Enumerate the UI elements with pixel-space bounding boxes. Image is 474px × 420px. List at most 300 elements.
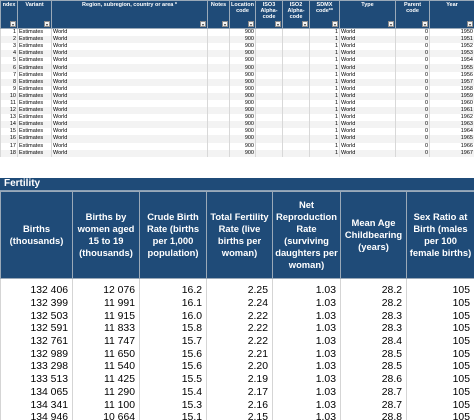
cell-notes[interactable] — [208, 43, 230, 50]
cell-iso3[interactable] — [256, 128, 283, 135]
cell-index[interactable]: 4 — [1, 50, 18, 57]
cell-mean-age-childbearing[interactable]: 28.7 — [341, 387, 407, 400]
cell-mean-age-childbearing[interactable]: 28.5 — [341, 361, 407, 374]
cell-type[interactable]: World — [340, 128, 396, 135]
cell-births-15-19[interactable]: 10 664 — [73, 412, 140, 420]
table-row[interactable] — [1, 310, 474, 323]
cell-sdmx[interactable]: 1 — [310, 121, 340, 128]
table-row[interactable] — [1, 323, 474, 336]
cell-crude-birth-rate[interactable]: 16.1 — [140, 298, 207, 311]
cell-location-code[interactable]: 900 — [230, 72, 256, 79]
cell-type[interactable]: World — [340, 86, 396, 93]
cell-variant[interactable]: Estimates — [18, 150, 52, 157]
cell-births[interactable]: 132 761 — [1, 336, 73, 349]
cell-net-reproduction-rate[interactable]: 1.03 — [273, 361, 341, 374]
cell-iso2[interactable] — [283, 79, 310, 86]
cell-parent-code[interactable]: 0 — [396, 143, 430, 150]
cell-sdmx[interactable]: 1 — [310, 114, 340, 121]
cell-births-15-19[interactable]: 11 833 — [73, 323, 140, 336]
cell-crude-birth-rate[interactable]: 16.0 — [140, 310, 207, 323]
table-row[interactable] — [1, 143, 474, 150]
cell-location-code[interactable]: 900 — [230, 128, 256, 135]
cell-region[interactable]: World — [52, 36, 208, 43]
cell-births-15-19[interactable]: 11 991 — [73, 298, 140, 311]
cell-notes[interactable] — [208, 86, 230, 93]
cell-type[interactable]: World — [340, 29, 396, 37]
filter-dropdown-icon[interactable] — [10, 21, 16, 27]
cell-type[interactable]: World — [340, 79, 396, 86]
cell-parent-code[interactable]: 0 — [396, 29, 430, 37]
cell-index[interactable]: 15 — [1, 128, 18, 135]
cell-parent-code[interactable]: 0 — [396, 135, 430, 142]
cell-sex-ratio[interactable]: 105 — [407, 348, 474, 361]
cell-notes[interactable] — [208, 93, 230, 100]
cell-iso2[interactable] — [283, 128, 310, 135]
cell-births[interactable]: 132 989 — [1, 348, 73, 361]
cell-births[interactable]: 134 341 — [1, 399, 73, 412]
cell-type[interactable]: World — [340, 143, 396, 150]
cell-type[interactable]: World — [340, 72, 396, 79]
cell-sdmx[interactable]: 1 — [310, 143, 340, 150]
cell-sdmx[interactable]: 1 — [310, 36, 340, 43]
table-row[interactable] — [1, 72, 474, 79]
cell-parent-code[interactable]: 0 — [396, 36, 430, 43]
cell-births[interactable]: 133 298 — [1, 361, 73, 374]
cell-iso3[interactable] — [256, 143, 283, 150]
cell-variant[interactable]: Estimates — [18, 121, 52, 128]
table-row[interactable] — [1, 29, 474, 37]
cell-iso3[interactable] — [256, 50, 283, 57]
table-row[interactable] — [1, 107, 474, 114]
cell-sex-ratio[interactable]: 105 — [407, 374, 474, 387]
cell-births[interactable]: 132 591 — [1, 323, 73, 336]
cell-index[interactable]: 10 — [1, 93, 18, 100]
cell-crude-birth-rate[interactable]: 15.6 — [140, 348, 207, 361]
cell-region[interactable]: World — [52, 79, 208, 86]
cell-iso2[interactable] — [283, 57, 310, 64]
cell-births-15-19[interactable]: 11 650 — [73, 348, 140, 361]
cell-type[interactable]: World — [340, 121, 396, 128]
cell-notes[interactable] — [208, 114, 230, 121]
cell-births[interactable]: 132 406 — [1, 285, 73, 298]
cell-net-reproduction-rate[interactable]: 1.03 — [273, 298, 341, 311]
cell-births[interactable]: 132 503 — [1, 310, 73, 323]
cell-crude-birth-rate[interactable]: 15.5 — [140, 374, 207, 387]
cell-net-reproduction-rate[interactable]: 1.03 — [273, 336, 341, 349]
cell-year[interactable]: 1964 — [430, 128, 474, 135]
cell-iso2[interactable] — [283, 64, 310, 71]
cell-iso2[interactable] — [283, 121, 310, 128]
cell-location-code[interactable]: 900 — [230, 121, 256, 128]
cell-variant[interactable]: Estimates — [18, 107, 52, 114]
cell-crude-birth-rate[interactable]: 15.1 — [140, 412, 207, 420]
cell-parent-code[interactable]: 0 — [396, 100, 430, 107]
cell-region[interactable]: World — [52, 29, 208, 37]
cell-type[interactable]: World — [340, 64, 396, 71]
cell-index[interactable]: 12 — [1, 107, 18, 114]
cell-crude-birth-rate[interactable]: 15.6 — [140, 361, 207, 374]
cell-mean-age-childbearing[interactable]: 28.6 — [341, 374, 407, 387]
cell-type[interactable]: World — [340, 50, 396, 57]
cell-crude-birth-rate[interactable]: 15.4 — [140, 387, 207, 400]
table-row[interactable] — [1, 43, 474, 50]
table-row[interactable] — [1, 114, 474, 121]
cell-year[interactable]: 1967 — [430, 150, 474, 157]
cell-index[interactable]: 14 — [1, 121, 18, 128]
cell-iso3[interactable] — [256, 121, 283, 128]
cell-total-fertility-rate[interactable]: 2.15 — [207, 412, 273, 420]
cell-variant[interactable]: Estimates — [18, 114, 52, 121]
cell-year[interactable]: 1953 — [430, 50, 474, 57]
table-row[interactable] — [1, 387, 474, 400]
filter-dropdown-icon[interactable] — [388, 21, 394, 27]
cell-notes[interactable] — [208, 100, 230, 107]
cell-parent-code[interactable]: 0 — [396, 79, 430, 86]
cell-index[interactable]: 17 — [1, 143, 18, 150]
cell-net-reproduction-rate[interactable]: 1.03 — [273, 323, 341, 336]
cell-parent-code[interactable]: 0 — [396, 86, 430, 93]
cell-iso3[interactable] — [256, 114, 283, 121]
cell-index[interactable]: 13 — [1, 114, 18, 121]
cell-index[interactable]: 1 — [1, 29, 18, 37]
cell-iso2[interactable] — [283, 107, 310, 114]
cell-parent-code[interactable]: 0 — [396, 57, 430, 64]
cell-type[interactable]: World — [340, 57, 396, 64]
cell-parent-code[interactable]: 0 — [396, 43, 430, 50]
cell-net-reproduction-rate[interactable]: 1.03 — [273, 310, 341, 323]
cell-sdmx[interactable]: 1 — [310, 64, 340, 71]
cell-parent-code[interactable]: 0 — [396, 121, 430, 128]
filter-dropdown-icon[interactable] — [248, 21, 254, 27]
table-row[interactable] — [1, 121, 474, 128]
cell-region[interactable]: World — [52, 86, 208, 93]
cell-parent-code[interactable]: 0 — [396, 114, 430, 121]
cell-mean-age-childbearing[interactable]: 28.2 — [341, 298, 407, 311]
cell-location-code[interactable]: 900 — [230, 57, 256, 64]
cell-iso3[interactable] — [256, 43, 283, 50]
cell-births-15-19[interactable]: 11 747 — [73, 336, 140, 349]
cell-index[interactable]: 6 — [1, 64, 18, 71]
cell-net-reproduction-rate[interactable]: 1.03 — [273, 387, 341, 400]
table-row[interactable] — [1, 57, 474, 64]
cell-net-reproduction-rate[interactable]: 1.03 — [273, 374, 341, 387]
cell-total-fertility-rate[interactable]: 2.17 — [207, 387, 273, 400]
cell-year[interactable]: 1959 — [430, 93, 474, 100]
cell-crude-birth-rate[interactable]: 16.2 — [140, 285, 207, 298]
cell-region[interactable]: World — [52, 50, 208, 57]
cell-births-15-19[interactable]: 11 100 — [73, 399, 140, 412]
cell-region[interactable]: World — [52, 114, 208, 121]
cell-year[interactable]: 1951 — [430, 36, 474, 43]
cell-index[interactable]: 3 — [1, 43, 18, 50]
cell-type[interactable]: World — [340, 36, 396, 43]
cell-index[interactable]: 7 — [1, 72, 18, 79]
cell-parent-code[interactable]: 0 — [396, 72, 430, 79]
table-row[interactable] — [1, 135, 474, 142]
cell-type[interactable]: World — [340, 135, 396, 142]
cell-iso2[interactable] — [283, 29, 310, 37]
cell-index[interactable]: 8 — [1, 79, 18, 86]
cell-region[interactable]: World — [52, 100, 208, 107]
cell-iso2[interactable] — [283, 50, 310, 57]
cell-net-reproduction-rate[interactable]: 1.03 — [273, 412, 341, 420]
cell-iso3[interactable] — [256, 72, 283, 79]
cell-index[interactable]: 5 — [1, 57, 18, 64]
cell-parent-code[interactable]: 0 — [396, 93, 430, 100]
cell-total-fertility-rate[interactable]: 2.24 — [207, 298, 273, 311]
cell-iso3[interactable] — [256, 64, 283, 71]
cell-sdmx[interactable]: 1 — [310, 50, 340, 57]
cell-total-fertility-rate[interactable]: 2.20 — [207, 361, 273, 374]
cell-location-code[interactable]: 900 — [230, 93, 256, 100]
table-row[interactable] — [1, 298, 474, 311]
cell-variant[interactable]: Estimates — [18, 36, 52, 43]
cell-sex-ratio[interactable]: 105 — [407, 399, 474, 412]
cell-variant[interactable]: Estimates — [18, 72, 52, 79]
cell-sdmx[interactable]: 1 — [310, 128, 340, 135]
cell-iso3[interactable] — [256, 79, 283, 86]
filter-dropdown-icon[interactable] — [44, 21, 50, 27]
cell-location-code[interactable]: 900 — [230, 135, 256, 142]
cell-mean-age-childbearing[interactable]: 28.2 — [341, 285, 407, 298]
cell-births-15-19[interactable]: 11 540 — [73, 361, 140, 374]
cell-total-fertility-rate[interactable]: 2.25 — [207, 285, 273, 298]
cell-sdmx[interactable]: 1 — [310, 29, 340, 37]
cell-crude-birth-rate[interactable]: 15.7 — [140, 336, 207, 349]
cell-total-fertility-rate[interactable]: 2.22 — [207, 336, 273, 349]
cell-region[interactable]: World — [52, 93, 208, 100]
cell-iso3[interactable] — [256, 93, 283, 100]
cell-sdmx[interactable]: 1 — [310, 93, 340, 100]
cell-iso2[interactable] — [283, 36, 310, 43]
cell-type[interactable]: World — [340, 114, 396, 121]
cell-sex-ratio[interactable]: 105 — [407, 298, 474, 311]
table-row[interactable] — [1, 348, 474, 361]
cell-year[interactable]: 1958 — [430, 86, 474, 93]
cell-region[interactable]: World — [52, 143, 208, 150]
cell-index[interactable]: 11 — [1, 100, 18, 107]
cell-mean-age-childbearing[interactable]: 28.7 — [341, 399, 407, 412]
cell-sdmx[interactable]: 1 — [310, 135, 340, 142]
cell-iso2[interactable] — [283, 100, 310, 107]
table-row[interactable] — [1, 361, 474, 374]
cell-mean-age-childbearing[interactable]: 28.5 — [341, 348, 407, 361]
cell-notes[interactable] — [208, 143, 230, 150]
cell-variant[interactable]: Estimates — [18, 86, 52, 93]
cell-iso2[interactable] — [283, 86, 310, 93]
cell-sex-ratio[interactable]: 105 — [407, 310, 474, 323]
table-row[interactable] — [1, 86, 474, 93]
cell-notes[interactable] — [208, 64, 230, 71]
cell-iso2[interactable] — [283, 93, 310, 100]
cell-region[interactable]: World — [52, 107, 208, 114]
cell-births-15-19[interactable]: 11 290 — [73, 387, 140, 400]
cell-type[interactable]: World — [340, 150, 396, 157]
cell-notes[interactable] — [208, 50, 230, 57]
cell-type[interactable]: World — [340, 100, 396, 107]
cell-location-code[interactable]: 900 — [230, 36, 256, 43]
cell-variant[interactable]: Estimates — [18, 43, 52, 50]
cell-iso3[interactable] — [256, 107, 283, 114]
cell-iso3[interactable] — [256, 100, 283, 107]
cell-total-fertility-rate[interactable]: 2.22 — [207, 323, 273, 336]
cell-total-fertility-rate[interactable]: 2.22 — [207, 310, 273, 323]
cell-variant[interactable]: Estimates — [18, 128, 52, 135]
cell-iso2[interactable] — [283, 143, 310, 150]
cell-type[interactable]: World — [340, 107, 396, 114]
cell-index[interactable]: 16 — [1, 135, 18, 142]
cell-location-code[interactable]: 900 — [230, 64, 256, 71]
table-row[interactable] — [1, 93, 474, 100]
cell-notes[interactable] — [208, 79, 230, 86]
cell-parent-code[interactable]: 0 — [396, 128, 430, 135]
cell-births-15-19[interactable]: 12 076 — [73, 285, 140, 298]
cell-location-code[interactable]: 900 — [230, 107, 256, 114]
cell-iso2[interactable] — [283, 150, 310, 157]
cell-variant[interactable]: Estimates — [18, 143, 52, 150]
cell-births[interactable]: 133 513 — [1, 374, 73, 387]
cell-year[interactable]: 1957 — [430, 79, 474, 86]
cell-sex-ratio[interactable]: 105 — [407, 323, 474, 336]
cell-crude-birth-rate[interactable]: 15.8 — [140, 323, 207, 336]
cell-year[interactable]: 1965 — [430, 135, 474, 142]
cell-variant[interactable]: Estimates — [18, 57, 52, 64]
filter-dropdown-icon[interactable] — [200, 21, 206, 27]
cell-variant[interactable]: Estimates — [18, 64, 52, 71]
cell-parent-code[interactable]: 0 — [396, 107, 430, 114]
cell-notes[interactable] — [208, 107, 230, 114]
cell-iso3[interactable] — [256, 29, 283, 37]
cell-sdmx[interactable]: 1 — [310, 100, 340, 107]
cell-year[interactable]: 1963 — [430, 121, 474, 128]
cell-total-fertility-rate[interactable]: 2.21 — [207, 348, 273, 361]
cell-type[interactable]: World — [340, 43, 396, 50]
cell-year[interactable]: 1954 — [430, 57, 474, 64]
cell-mean-age-childbearing[interactable]: 28.3 — [341, 310, 407, 323]
cell-parent-code[interactable]: 0 — [396, 64, 430, 71]
cell-variant[interactable]: Estimates — [18, 79, 52, 86]
cell-sex-ratio[interactable]: 105 — [407, 361, 474, 374]
cell-sex-ratio[interactable]: 105 — [407, 336, 474, 349]
cell-location-code[interactable]: 900 — [230, 43, 256, 50]
cell-location-code[interactable]: 900 — [230, 143, 256, 150]
filter-dropdown-icon[interactable] — [467, 21, 473, 27]
cell-region[interactable]: World — [52, 150, 208, 157]
cell-year[interactable]: 1962 — [430, 114, 474, 121]
cell-sdmx[interactable]: 1 — [310, 79, 340, 86]
cell-total-fertility-rate[interactable]: 2.16 — [207, 399, 273, 412]
cell-sex-ratio[interactable]: 105 — [407, 387, 474, 400]
cell-year[interactable]: 1952 — [430, 43, 474, 50]
table-row[interactable] — [1, 412, 474, 420]
cell-region[interactable]: World — [52, 128, 208, 135]
cell-parent-code[interactable]: 0 — [396, 150, 430, 157]
filter-dropdown-icon[interactable] — [275, 21, 281, 27]
cell-variant[interactable]: Estimates — [18, 29, 52, 37]
cell-location-code[interactable]: 900 — [230, 100, 256, 107]
cell-variant[interactable]: Estimates — [18, 100, 52, 107]
cell-sdmx[interactable]: 1 — [310, 72, 340, 79]
cell-location-code[interactable]: 900 — [230, 150, 256, 157]
cell-region[interactable]: World — [52, 135, 208, 142]
cell-notes[interactable] — [208, 150, 230, 157]
cell-year[interactable]: 1955 — [430, 64, 474, 71]
cell-sdmx[interactable]: 1 — [310, 150, 340, 157]
cell-variant[interactable]: Estimates — [18, 50, 52, 57]
filter-dropdown-icon[interactable] — [302, 21, 308, 27]
table-row[interactable] — [1, 100, 474, 107]
cell-iso3[interactable] — [256, 36, 283, 43]
cell-variant[interactable]: Estimates — [18, 93, 52, 100]
filter-dropdown-icon[interactable] — [422, 21, 428, 27]
cell-location-code[interactable]: 900 — [230, 29, 256, 37]
cell-sdmx[interactable]: 1 — [310, 43, 340, 50]
cell-notes[interactable] — [208, 72, 230, 79]
cell-location-code[interactable]: 900 — [230, 50, 256, 57]
table-row[interactable] — [1, 128, 474, 135]
cell-region[interactable]: World — [52, 121, 208, 128]
cell-year[interactable]: 1966 — [430, 143, 474, 150]
cell-region[interactable]: World — [52, 64, 208, 71]
cell-mean-age-childbearing[interactable]: 28.3 — [341, 323, 407, 336]
cell-sdmx[interactable]: 1 — [310, 86, 340, 93]
cell-mean-age-childbearing[interactable]: 28.4 — [341, 336, 407, 349]
table-row[interactable] — [1, 374, 474, 387]
cell-births-15-19[interactable]: 11 915 — [73, 310, 140, 323]
cell-variant[interactable]: Estimates — [18, 135, 52, 142]
cell-region[interactable]: World — [52, 43, 208, 50]
table-row[interactable] — [1, 336, 474, 349]
cell-region[interactable]: World — [52, 72, 208, 79]
cell-year[interactable]: 1961 — [430, 107, 474, 114]
cell-iso2[interactable] — [283, 135, 310, 142]
cell-births[interactable]: 134 065 — [1, 387, 73, 400]
cell-iso2[interactable] — [283, 43, 310, 50]
filter-dropdown-icon[interactable] — [222, 21, 228, 27]
table-row[interactable] — [1, 285, 474, 298]
table-row[interactable] — [1, 150, 474, 157]
cell-notes[interactable] — [208, 128, 230, 135]
cell-net-reproduction-rate[interactable]: 1.03 — [273, 399, 341, 412]
cell-type[interactable]: World — [340, 93, 396, 100]
cell-total-fertility-rate[interactable]: 2.19 — [207, 374, 273, 387]
cell-location-code[interactable]: 900 — [230, 86, 256, 93]
cell-location-code[interactable]: 900 — [230, 114, 256, 121]
filter-dropdown-icon[interactable] — [332, 21, 338, 27]
cell-index[interactable]: 18 — [1, 150, 18, 157]
cell-mean-age-childbearing[interactable]: 28.8 — [341, 412, 407, 420]
cell-location-code[interactable]: 900 — [230, 79, 256, 86]
cell-index[interactable]: 9 — [1, 86, 18, 93]
table-row[interactable] — [1, 36, 474, 43]
cell-year[interactable]: 1956 — [430, 72, 474, 79]
cell-sex-ratio[interactable]: 105 — [407, 412, 474, 420]
cell-region[interactable]: World — [52, 57, 208, 64]
cell-iso2[interactable] — [283, 72, 310, 79]
cell-births[interactable]: 132 399 — [1, 298, 73, 311]
cell-iso2[interactable] — [283, 114, 310, 121]
cell-iso3[interactable] — [256, 150, 283, 157]
cell-net-reproduction-rate[interactable]: 1.03 — [273, 348, 341, 361]
cell-sex-ratio[interactable]: 105 — [407, 285, 474, 298]
cell-sdmx[interactable]: 1 — [310, 57, 340, 64]
cell-iso3[interactable] — [256, 57, 283, 64]
table-row[interactable] — [1, 399, 474, 412]
cell-births[interactable]: 134 946 — [1, 412, 73, 420]
cell-notes[interactable] — [208, 121, 230, 128]
cell-notes[interactable] — [208, 36, 230, 43]
cell-notes[interactable] — [208, 57, 230, 64]
